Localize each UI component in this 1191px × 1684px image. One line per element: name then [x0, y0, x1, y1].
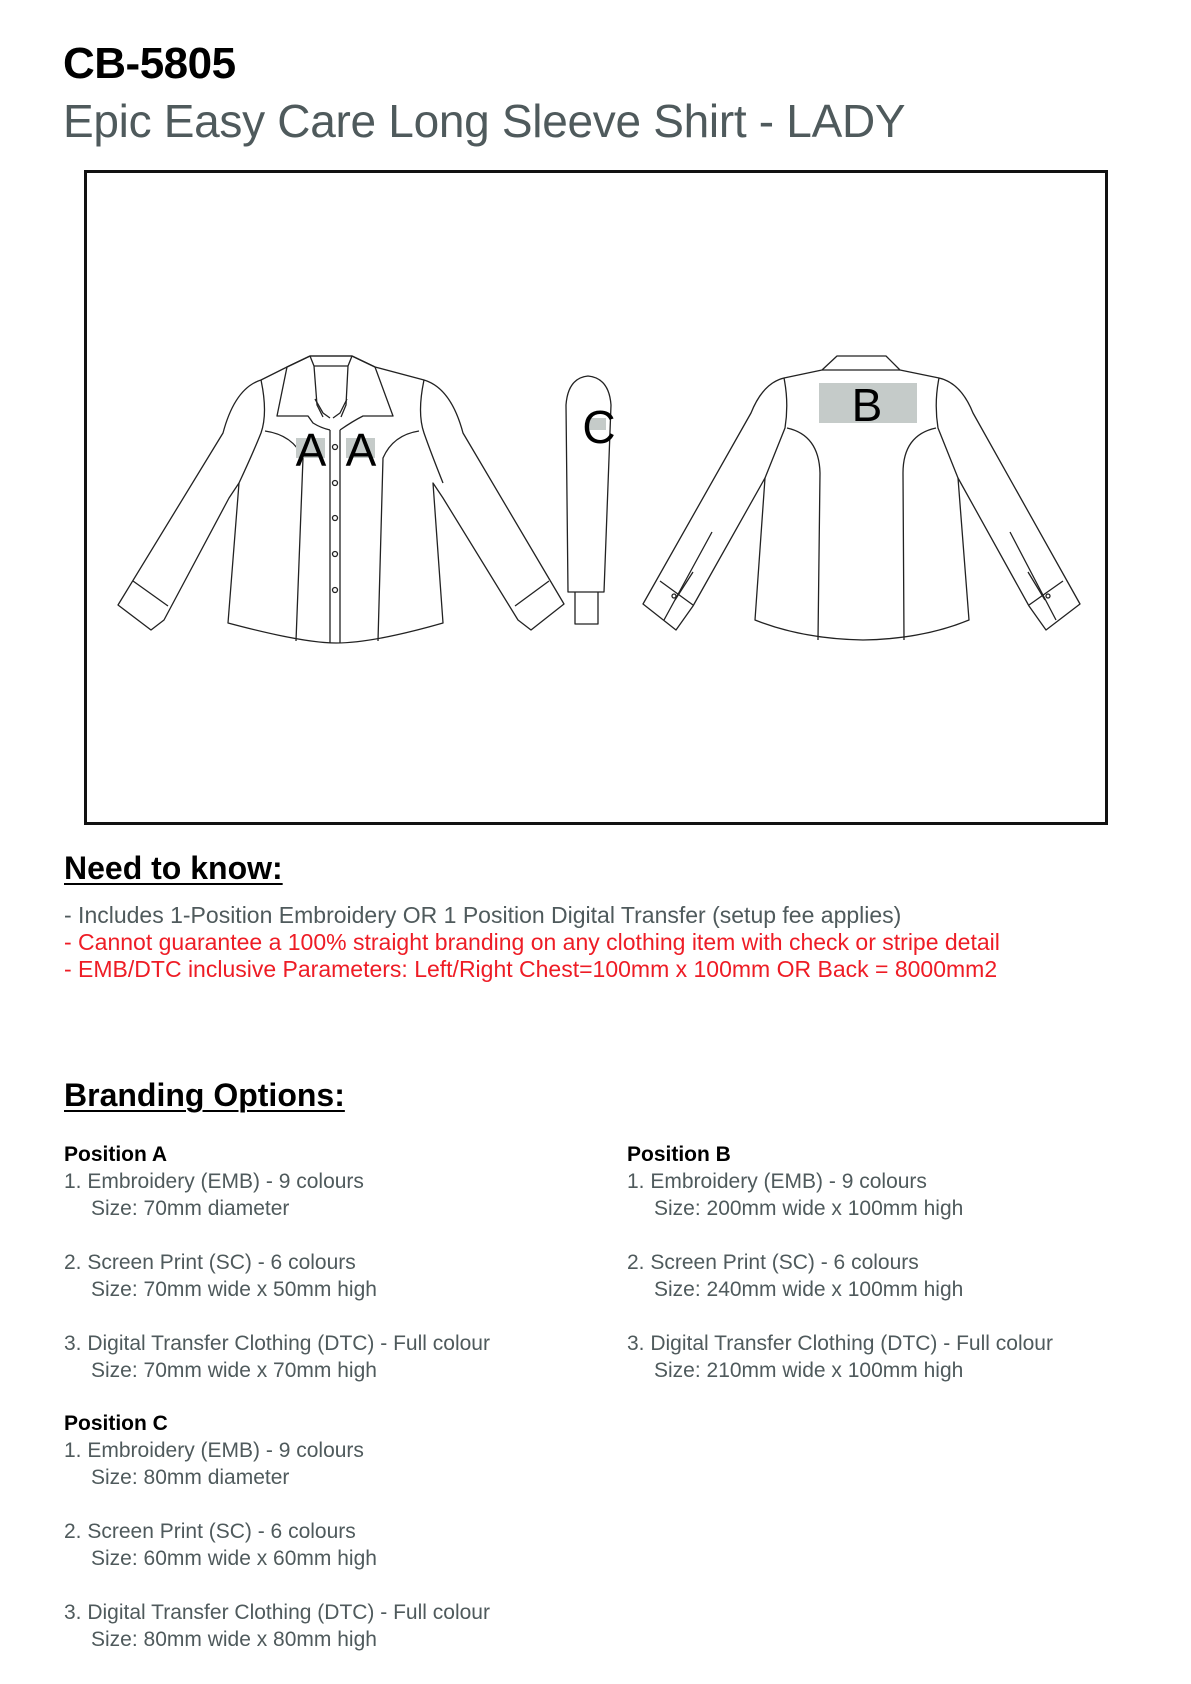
- position-b-options: [627, 1141, 1053, 1384]
- option-method: 1. Embroidery (EMB) - 9 colours: [627, 1170, 927, 1193]
- product-name: Epic Easy Care Long Sleeve Shirt - LADY: [63, 95, 906, 147]
- option-size: Size: 70mm wide x 50mm high: [91, 1278, 377, 1301]
- option-item: [627, 1168, 1053, 1222]
- option-size: Size: 210mm wide x 100mm high: [654, 1359, 964, 1382]
- option-item: [64, 1168, 490, 1222]
- note-inclusive-parameters: - EMB/DTC inclusive Parameters: Left/Right Chest=100mm x 100mm OR Back = 8000mm2: [64, 956, 998, 982]
- option-item: [627, 1330, 1053, 1384]
- zone-c-label: C: [582, 401, 616, 453]
- option-item: [64, 1249, 490, 1303]
- note-straight-branding-warning: - Cannot guarantee a 100% straight branding on any clothing item with check or stripe detail: [64, 929, 1000, 955]
- branding-options-heading: Branding Options:: [64, 1077, 345, 1113]
- zone-a-right-label: A: [345, 424, 377, 476]
- product-code: CB-5805: [63, 39, 236, 88]
- garment-illustration-frame: [84, 170, 1108, 825]
- option-method: 1. Embroidery (EMB) - 9 colours: [64, 1170, 364, 1193]
- option-size: Size: 240mm wide x 100mm high: [654, 1278, 964, 1301]
- option-method: 2. Screen Print (SC) - 6 colours: [627, 1251, 919, 1274]
- option-size: Size: 80mm wide x 80mm high: [91, 1628, 377, 1651]
- garment-illustration: [87, 173, 1105, 822]
- position-a-options: [64, 1141, 490, 1384]
- need-to-know-notes: [64, 902, 1000, 983]
- need-to-know-heading: Need to know:: [64, 850, 283, 886]
- option-item: [64, 1599, 490, 1653]
- position-title: Position B: [627, 1143, 731, 1166]
- option-method: 3. Digital Transfer Clothing (DTC) - Full colour: [64, 1332, 490, 1355]
- position-title: Position A: [64, 1143, 168, 1166]
- shirt-front-view: [118, 356, 564, 643]
- zone-a-left-label: A: [295, 424, 327, 476]
- option-method: 3. Digital Transfer Clothing (DTC) - Full colour: [627, 1332, 1053, 1355]
- option-item: [627, 1249, 1053, 1303]
- position-title: Position C: [64, 1412, 168, 1435]
- option-method: 1. Embroidery (EMB) - 9 colours: [64, 1439, 364, 1462]
- option-method: 2. Screen Print (SC) - 6 colours: [64, 1520, 356, 1543]
- option-size: Size: 70mm diameter: [91, 1197, 290, 1220]
- note-setup-fee: - Includes 1-Position Embroidery OR 1 Position Digital Transfer (setup fee applies): [64, 902, 902, 928]
- option-size: Size: 60mm wide x 60mm high: [91, 1547, 377, 1570]
- zone-b-label: B: [851, 379, 883, 431]
- position-c-options: [64, 1410, 490, 1653]
- option-method: 3. Digital Transfer Clothing (DTC) - Full colour: [64, 1601, 490, 1624]
- option-size: Size: 80mm diameter: [91, 1466, 290, 1489]
- option-item: [64, 1518, 490, 1572]
- option-item: [64, 1437, 490, 1491]
- option-size: Size: 200mm wide x 100mm high: [654, 1197, 964, 1220]
- option-size: Size: 70mm wide x 70mm high: [91, 1359, 377, 1382]
- option-method: 2. Screen Print (SC) - 6 colours: [64, 1251, 356, 1274]
- option-item: [64, 1330, 490, 1384]
